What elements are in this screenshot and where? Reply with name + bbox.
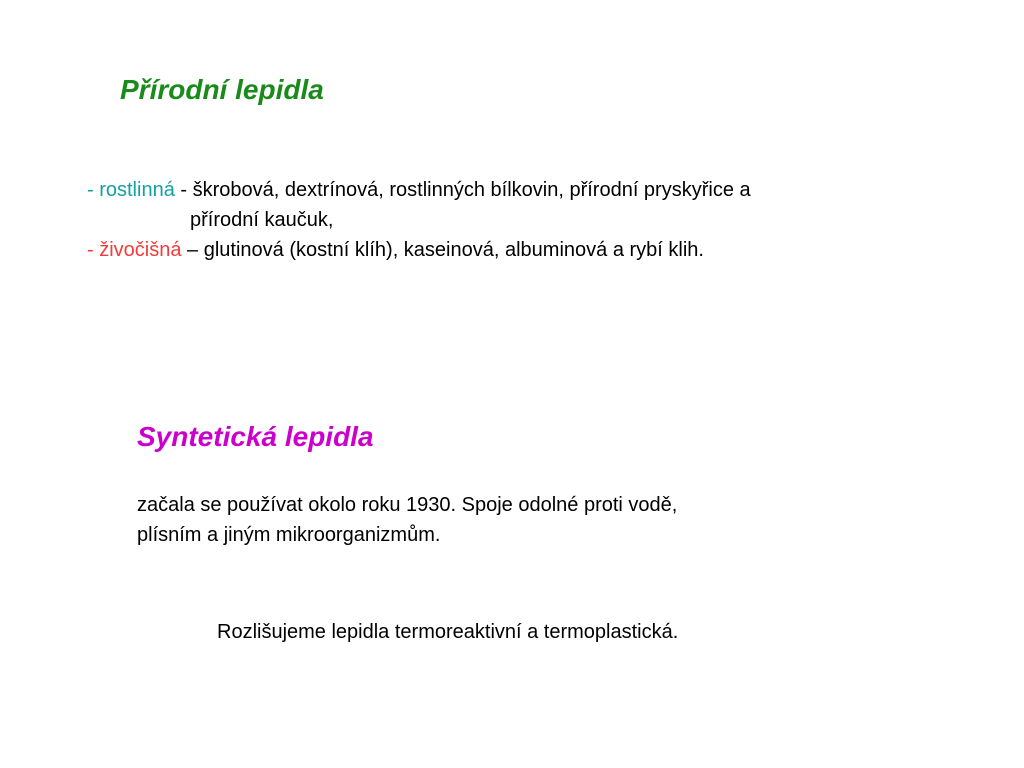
adhesive-types-statement: Rozlišujeme lepidla termoreaktivní a termoplastická. bbox=[217, 621, 679, 643]
animal-adhesives-line bbox=[87, 235, 704, 265]
plant-adhesives-line bbox=[87, 175, 751, 205]
synthetic-description-line-2: plísním a jiným mikroorganizmům. bbox=[137, 524, 441, 546]
animal-description: – glutinová (kostní klíh), kaseinová, albuminová a rybí klih. bbox=[181, 239, 704, 261]
plant-description: - škrobová, dextrínová, rostlinných bílkovin, přírodní pryskyřice a bbox=[174, 179, 751, 201]
natural-adhesives-heading: Přírodní lepidla bbox=[120, 74, 324, 105]
synthetic-adhesives-heading: Syntetická lepidla bbox=[137, 421, 374, 452]
plant-bullet-dash: - bbox=[87, 179, 100, 201]
plant-description-continuation: přírodní kaučuk, bbox=[190, 209, 334, 231]
plant-term: rostlinná bbox=[99, 179, 175, 201]
animal-term: živočišná bbox=[99, 239, 182, 261]
synthetic-description-line-1: začala se používat okolo roku 1930. Spoje odolné proti vodě, bbox=[137, 494, 678, 516]
animal-bullet-dash: - bbox=[87, 239, 100, 261]
